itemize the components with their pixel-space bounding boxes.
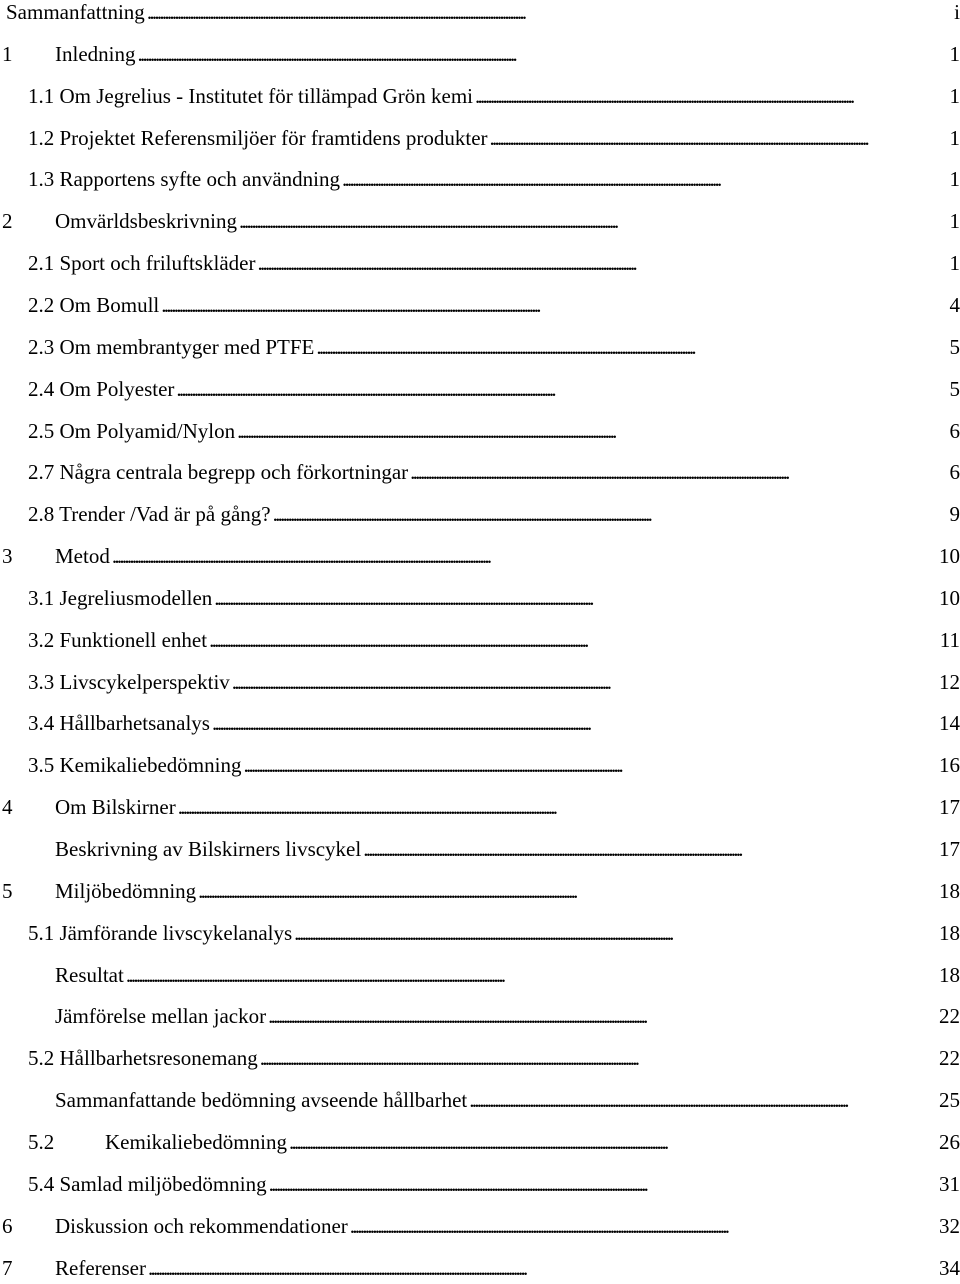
toc-entry-title: 3.4 Hållbarhetsanalys — [28, 707, 212, 739]
dot-leader — [147, 0, 952, 28]
toc-entry-page-number: i — [952, 0, 960, 28]
toc-entry-title: Jämförelse mellan jackor — [55, 1000, 268, 1032]
dot-leader — [269, 1168, 937, 1200]
toc-entry-title: 2.8 Trender /Vad är på gång? — [28, 498, 273, 530]
toc-entry[interactable] — [0, 1084, 960, 1116]
toc-entry-title: Diskussion och rekommendationer — [55, 1210, 350, 1242]
toc-entry[interactable] — [0, 833, 960, 865]
toc-entry-number: 7 — [0, 1252, 55, 1284]
toc-entry-title: Omvärldsbeskrivning — [55, 205, 239, 237]
toc-entry-page-number: 6 — [948, 456, 960, 488]
toc-entry-title: Beskrivning av Bilskirners livscykel — [55, 833, 363, 865]
dot-leader — [214, 582, 937, 614]
toc-entry-title: 5.4 Samlad miljöbedömning — [28, 1168, 269, 1200]
toc-entry-number: 6 — [0, 1210, 55, 1242]
dot-leader — [237, 415, 947, 447]
toc-entry-page-number: 32 — [937, 1210, 960, 1242]
toc-entry-page-number: 5 — [948, 373, 960, 405]
toc-entry-title: Miljöbedömning — [55, 875, 198, 907]
dot-leader — [178, 791, 937, 823]
dot-leader — [316, 331, 947, 363]
dot-leader — [289, 1126, 937, 1158]
toc-entry-page-number: 9 — [948, 498, 960, 530]
dot-leader — [126, 959, 937, 991]
toc-entry[interactable] — [0, 247, 960, 279]
toc-entry-title: Inledning — [55, 38, 137, 70]
dot-leader — [198, 875, 937, 907]
toc-entry[interactable] — [0, 1168, 960, 1200]
toc-entry-title: Kemikaliebedömning — [105, 1126, 289, 1158]
toc-entry[interactable] — [0, 749, 960, 781]
dot-leader — [239, 205, 948, 237]
toc-entry-number: 5.2 — [0, 1126, 105, 1158]
toc-entry[interactable] — [0, 0, 960, 28]
toc-entry-page-number: 25 — [937, 1084, 960, 1116]
toc-entry[interactable] — [0, 1252, 960, 1284]
toc-entry-title: Sammanfattning — [6, 0, 147, 28]
dot-leader — [209, 624, 938, 656]
toc-entry-number: 5 — [0, 875, 55, 907]
toc-entry-page-number: 1 — [948, 122, 960, 154]
dot-leader — [363, 833, 937, 865]
toc-entry-title: 3.1 Jegreliusmodellen — [28, 582, 214, 614]
toc-entry[interactable] — [0, 289, 960, 321]
toc-entry-title: 1.1 Om Jegrelius - Institutet för tillämpad Grön kemi — [28, 80, 475, 112]
dot-leader — [161, 289, 947, 321]
toc-entry[interactable] — [0, 415, 960, 447]
toc-entry-page-number: 14 — [937, 707, 960, 739]
toc-entry-page-number: 22 — [937, 1000, 960, 1032]
dot-leader — [243, 749, 937, 781]
toc-entry-title: 3.5 Kemikaliebedömning — [28, 749, 243, 781]
toc-entry-number: 3 — [0, 540, 55, 572]
toc-entry[interactable] — [0, 1042, 960, 1074]
toc-entry-title: Metod — [55, 540, 112, 572]
toc-entry-page-number: 18 — [937, 959, 960, 991]
toc-entry-title: 2.4 Om Polyester — [28, 373, 176, 405]
toc-entry[interactable] — [0, 373, 960, 405]
toc-entry-page-number: 31 — [937, 1168, 960, 1200]
dot-leader — [273, 498, 948, 530]
toc-entry[interactable] — [0, 331, 960, 363]
dot-leader — [294, 917, 937, 949]
toc-entry-page-number: 22 — [937, 1042, 960, 1074]
toc-entry[interactable] — [0, 205, 960, 237]
toc-entry-page-number: 12 — [937, 666, 960, 698]
toc-entry[interactable] — [0, 1126, 960, 1158]
toc-entry[interactable] — [0, 1210, 960, 1242]
toc-entry[interactable] — [0, 959, 960, 991]
toc-entry[interactable] — [0, 624, 960, 656]
toc-entry[interactable] — [0, 498, 960, 530]
toc-entry-title: Referenser — [55, 1252, 148, 1284]
toc-entry-number: 1 — [0, 38, 55, 70]
toc-entry-title: 2.5 Om Polyamid/Nylon — [28, 415, 237, 447]
toc-entry-page-number: 5 — [948, 331, 960, 363]
dot-leader — [260, 1042, 937, 1074]
toc-entry-title: 2.1 Sport och friluftskläder — [28, 247, 257, 279]
toc-entry-page-number: 10 — [937, 582, 960, 614]
dot-leader — [137, 38, 947, 70]
toc-entry[interactable] — [0, 582, 960, 614]
toc-entry-page-number: 1 — [948, 80, 960, 112]
dot-leader — [257, 247, 947, 279]
dot-leader — [342, 163, 947, 195]
toc-entry[interactable] — [0, 38, 960, 70]
toc-entry-page-number: 6 — [948, 415, 960, 447]
toc-entry-title: Sammanfattande bedömning avseende hållbarhet — [55, 1084, 469, 1116]
toc-entry-title: 5.1 Jämförande livscykelanalys — [28, 917, 294, 949]
toc-entry-title: 2.3 Om membrantyger med PTFE — [28, 331, 316, 363]
toc-entry-page-number: 17 — [937, 833, 960, 865]
toc-entry-number: 4 — [0, 791, 55, 823]
dot-leader — [148, 1252, 937, 1284]
dot-leader — [212, 707, 937, 739]
toc-entry-page-number: 18 — [937, 917, 960, 949]
toc-entry[interactable] — [0, 80, 960, 112]
toc-entry[interactable] — [0, 875, 960, 907]
toc-entry[interactable] — [0, 791, 960, 823]
dot-leader — [268, 1000, 937, 1032]
toc-entry-page-number: 1 — [948, 205, 960, 237]
toc-entry-page-number: 17 — [937, 791, 960, 823]
toc-entry[interactable] — [0, 163, 960, 195]
dot-leader — [469, 1084, 937, 1116]
toc-entry-page-number: 1 — [948, 247, 960, 279]
toc-entry[interactable] — [0, 666, 960, 698]
toc-entry-page-number: 10 — [937, 540, 960, 572]
toc-entry-title: Resultat — [55, 959, 126, 991]
dot-leader — [475, 80, 948, 112]
toc-entry-page-number: 11 — [938, 624, 960, 656]
toc-entry-title: 2.2 Om Bomull — [28, 289, 161, 321]
toc-entry[interactable] — [0, 122, 960, 154]
toc-entry-page-number: 34 — [937, 1252, 960, 1284]
toc-entry-title: 2.7 Några centrala begrepp och förkortningar — [28, 456, 410, 488]
toc-entry-title: 1.2 Projektet Referensmiljöer för framtidens produkter — [28, 122, 490, 154]
toc-entry-title: 3.3 Livscykelperspektiv — [28, 666, 232, 698]
toc-entry-title: 5.2 Hållbarhetsresonemang — [28, 1042, 260, 1074]
dot-leader — [232, 666, 937, 698]
toc-entry-page-number: 26 — [937, 1126, 960, 1158]
dot-leader — [112, 540, 937, 572]
toc-entry[interactable] — [0, 456, 960, 488]
toc-entry[interactable] — [0, 917, 960, 949]
dot-leader — [350, 1210, 937, 1242]
toc-entry[interactable] — [0, 707, 960, 739]
toc-entry-page-number: 16 — [937, 749, 960, 781]
dot-leader — [490, 122, 948, 154]
dot-leader — [176, 373, 947, 405]
toc-entry-page-number: 1 — [948, 38, 960, 70]
toc-entry-page-number: 4 — [948, 289, 960, 321]
toc-entry-page-number: 18 — [937, 875, 960, 907]
dot-leader — [410, 456, 947, 488]
toc-entry-title: Om Bilskirner — [55, 791, 178, 823]
toc-entry-title: 1.3 Rapportens syfte och användning — [28, 163, 342, 195]
toc-entry-number: 2 — [0, 205, 55, 237]
toc-entry-page-number: 1 — [948, 163, 960, 195]
toc-entry-title: 3.2 Funktionell enhet — [28, 624, 209, 656]
toc-entry[interactable] — [0, 540, 960, 572]
toc-entry[interactable] — [0, 1000, 960, 1032]
